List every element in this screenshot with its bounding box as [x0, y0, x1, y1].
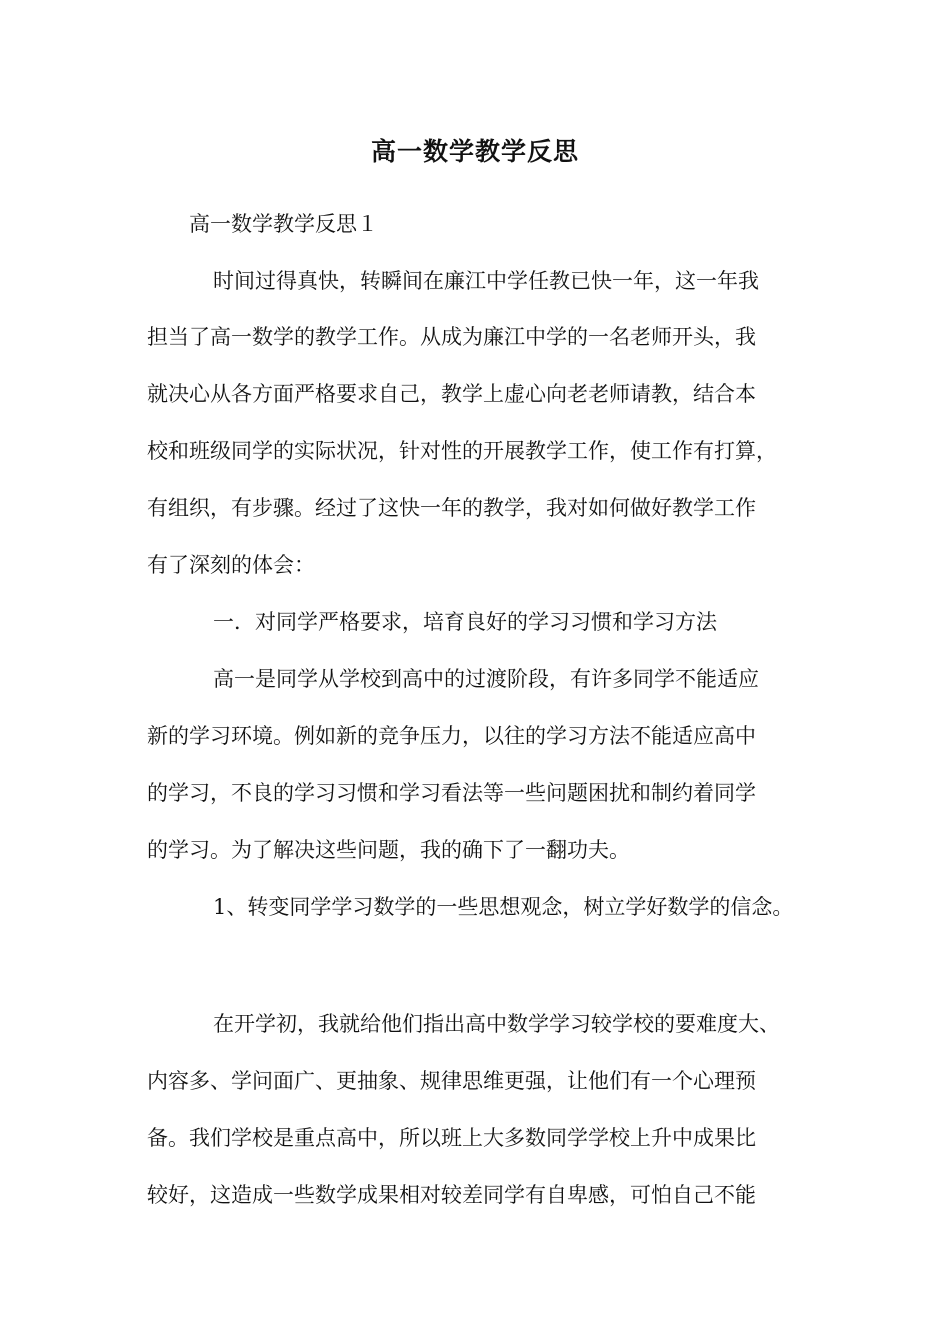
paragraph-line: 备。我们学校是重点高中，所以班上大多数同学学校上升中成果比: [147, 1126, 756, 1150]
list-item: 1、转变同学学习数学的一些思想观念，树立学好数学的信念。: [213, 895, 794, 919]
paragraph-line: 校和班级同学的实际状况，针对性的开展教学工作，使工作有打算，: [147, 439, 777, 463]
paragraph-line: 新的学习环境。例如新的竞争压力，以往的学习方法不能适应高中: [147, 724, 756, 748]
paragraph-line: 内容多、学问面广、更抽象、规律思维更强，让他们有一个心理预: [147, 1069, 756, 1093]
paragraph-line: 的学习，不良的学习习惯和学习看法等一些问题困扰和制约着同学: [147, 781, 756, 805]
paragraph-line: 在开学初，我就给他们指出高中数学学习较学校的要难度大、: [213, 1012, 780, 1036]
document-title: 高一数学教学反思: [370, 137, 579, 166]
paragraph-line: 时间过得真快，转瞬间在廉江中学任教已快一年，这一年我: [213, 269, 759, 293]
paragraph-line: 就决心从各方面严格要求自己，教学上虚心向老老师请教，结合本: [147, 382, 756, 406]
section-heading: 高一数学教学反思１: [189, 212, 378, 236]
paragraph-line: 有了深刻的体会：: [147, 553, 315, 577]
paragraph-line: 的学习。为了解决这些问题，我的确下了一翻功夫。: [147, 838, 630, 862]
paragraph-line: 有组织，有步骤。经过了这快一年的教学，我对如何做好教学工作: [147, 496, 756, 520]
section-heading: 一．对同学严格要求，培育良好的学习习惯和学习方法: [213, 610, 717, 634]
paragraph-line: 较好，这造成一些数学成果相对较差同学有自卑感，可怕自己不能: [147, 1183, 756, 1207]
paragraph-line: 担当了高一数学的教学工作。从成为廉江中学的一名老师开头，我: [147, 325, 756, 349]
paragraph-line: 高一是同学从学校到高中的过渡阶段，有许多同学不能适应: [213, 667, 759, 691]
